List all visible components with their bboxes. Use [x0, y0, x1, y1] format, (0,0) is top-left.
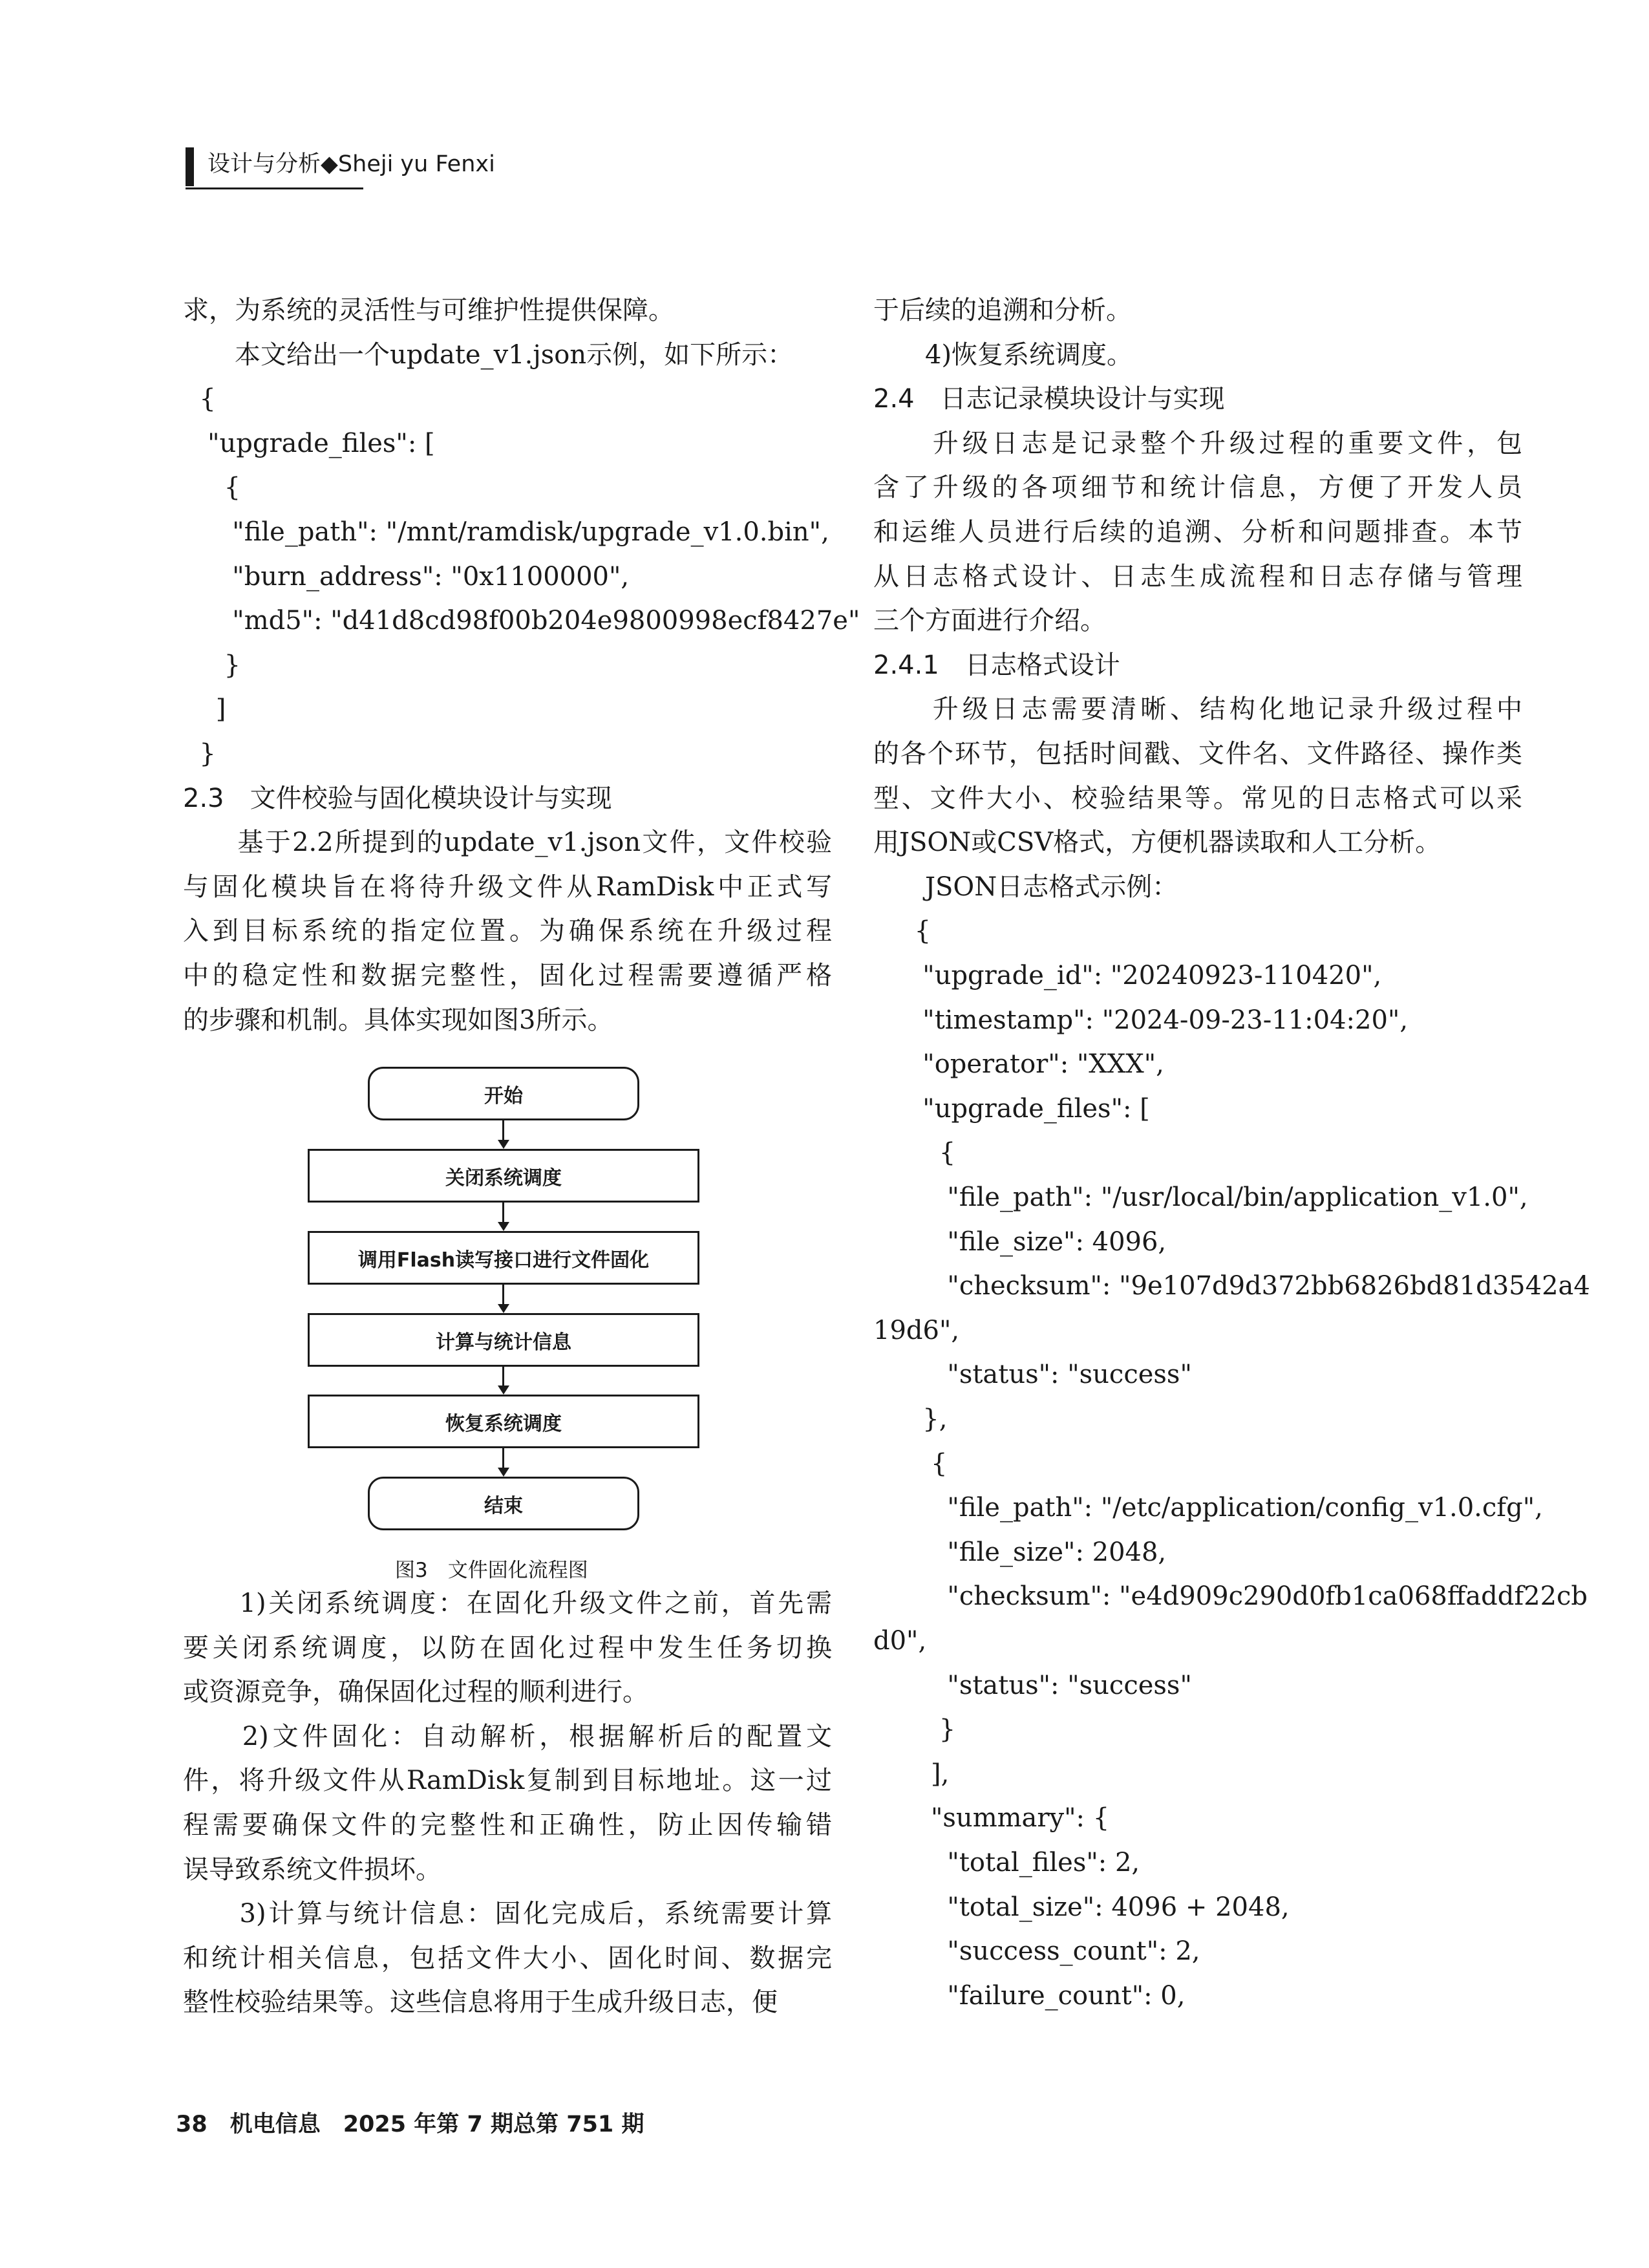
flow-step-1: 关闭系统调度 [308, 1149, 699, 1203]
code-line: "file_size": 2048, [873, 1537, 1167, 1567]
body-line: 整性校验结果等。这些信息将用于生成升级日志，便 [183, 1987, 778, 2018]
code-line: "checksum": "9e107d9d372bb6826bd81d3542a4 [873, 1271, 1590, 1301]
code-line: "file_path": "/mnt/ramdisk/upgrade_v1.0.bin", [183, 517, 829, 547]
code-line: "failure_count": 0, [873, 1980, 1186, 2011]
body-line: 三个方面进行介绍。 [873, 606, 1106, 636]
body-line: 型、文件大小、校验结果等。常见的日志格式可以采 [873, 783, 1522, 813]
flowchart-figure [183, 1067, 832, 1584]
body-line: 升级日志是记录整个升级过程的重要文件，包 [873, 428, 1522, 458]
body-line: 的步骤和机制。具体实现如图3所示。 [183, 1005, 613, 1035]
header-title: 设计与分析◆Sheji yu Fenxi [207, 151, 495, 177]
body-line: 或资源竞争，确保固化过程的顺利进行。 [183, 1677, 648, 1707]
header-bar [186, 147, 194, 186]
page-footer: 38 机电信息 2025 年第 7 期总第 751 期 [176, 2112, 644, 2137]
code-line: "status": "success" [873, 1360, 1192, 1390]
code-line: "upgrade_files": [ [183, 428, 435, 458]
flow-connector [502, 1120, 504, 1141]
body-line: 用JSON或CSV格式，方便机器读取和人工分析。 [873, 828, 1442, 858]
code-line: "burn_address": "0x1100000", [183, 561, 630, 592]
code-line: { [873, 1448, 948, 1479]
code-line: ] [183, 694, 226, 725]
code-line: } [183, 739, 216, 769]
code-line: "summary": { [873, 1803, 1110, 1834]
code-line: } [183, 650, 241, 680]
flow-step-2: 调用Flash读写接口进行文件固化 [308, 1231, 699, 1285]
running-header [186, 144, 495, 189]
code-line: ], [873, 1759, 950, 1789]
code-line: "total_size": 4096 + 2048, [873, 1892, 1290, 1922]
body-line: 求，为系统的灵活性与可维护性提供保障。 [183, 295, 674, 325]
flow-connector [502, 1285, 504, 1305]
code-line: }, [873, 1404, 948, 1434]
body-line: 含了升级的各项细节和统计信息，方便了开发人员 [873, 473, 1522, 503]
code-line: { [183, 473, 241, 503]
body-line: 于后续的追溯和分析。 [873, 295, 1132, 325]
body-line: 本文给出一个update_v1.json示例，如下所示： [183, 339, 794, 370]
code-line: { [873, 1138, 956, 1168]
section-heading: 2.3 文件校验与固化模块设计与实现 [183, 783, 612, 813]
code-line: { [873, 916, 931, 947]
code-line: "checksum": "e4d909c290d0fb1ca068ffaddf22cb [873, 1581, 1588, 1612]
body-line: 的各个环节，包括时间戳、文件名、文件路径、操作类 [873, 739, 1522, 769]
code-line: "md5": "d41d8cd98f00b204e9800998ecf8427e" [183, 606, 860, 636]
body-line: 中的稳定性和数据完整性，固化过程需要遵循严格 [183, 961, 832, 990]
code-line: "file_size": 4096, [873, 1226, 1167, 1257]
flow-step-4: 恢复系统调度 [308, 1395, 699, 1448]
body-line: 误导致系统文件损坏。 [183, 1854, 442, 1885]
section-heading: 2.4.1 日志格式设计 [873, 650, 1120, 680]
body-line: 基于2.2所提到的update_v1.json文件，文件校验 [183, 828, 832, 858]
code-line: "total_files": 2, [873, 1848, 1140, 1878]
body-line: 要关闭系统调度，以防在固化过程中发生任务切换 [183, 1632, 832, 1663]
body-line: 和运维人员进行后续的追溯、分析和问题排查。本节 [873, 517, 1522, 547]
flow-connector [502, 1448, 504, 1469]
code-line: "success_count": 2, [873, 1936, 1200, 1967]
code-line: } [873, 1715, 956, 1745]
code-line: "status": "success" [873, 1670, 1192, 1700]
flow-start: 开始 [368, 1067, 639, 1120]
flow-end: 结束 [368, 1477, 639, 1530]
flow-arrow-icon [498, 1222, 509, 1231]
code-line: "operator": "XXX", [873, 1049, 1164, 1080]
flow-arrow-icon [498, 1385, 509, 1395]
body-line: 入到目标系统的指定位置。为确保系统在升级过程 [183, 916, 832, 947]
code-line: "file_path": "/etc/application/config_v1.0.cfg", [873, 1493, 1543, 1523]
body-line: JSON日志格式示例： [873, 872, 1178, 902]
code-line: "timestamp": "2024-09-23-11:04:20", [873, 1005, 1409, 1035]
body-line: 2)文件固化：自动解析，根据解析后的配置文 [183, 1721, 832, 1751]
code-line: "upgrade_files": [ [873, 1093, 1150, 1124]
body-line: 和统计相关信息，包括文件大小、固化时间、数据完 [183, 1943, 832, 1973]
code-line: "file_path": "/usr/local/bin/application_v1.0", [873, 1182, 1528, 1212]
body-line: 件，将升级文件从RamDisk复制到目标地址。这一过 [183, 1766, 832, 1796]
body-line: 升级日志需要清晰、结构化地记录升级过程中 [873, 694, 1522, 725]
body-line: d0", [873, 1626, 927, 1656]
section-heading: 2.4 日志记录模块设计与实现 [873, 384, 1225, 414]
flow-step-3: 计算与统计信息 [308, 1313, 699, 1367]
header-rule [186, 187, 363, 189]
body-line: 19d6", [873, 1315, 960, 1345]
flow-arrow-icon [498, 1304, 509, 1313]
body-line: 程需要确保文件的完整性和正确性，防止因传输错 [183, 1810, 832, 1840]
body-line: 1)关闭系统调度：在固化升级文件之前，首先需 [183, 1589, 832, 1618]
body-line: 3)计算与统计信息：固化完成后，系统需要计算 [183, 1899, 832, 1929]
body-line: 4)恢复系统调度。 [873, 339, 1133, 370]
flow-arrow-icon [498, 1468, 509, 1477]
code-line: { [183, 384, 216, 414]
code-line: "upgrade_id": "20240923-110420", [873, 961, 1382, 990]
flow-connector [502, 1367, 504, 1387]
body-line: 与固化模块旨在将待升级文件从RamDisk中正式写 [183, 872, 832, 902]
figure-caption: 图3 文件固化流程图 [395, 1559, 588, 1582]
flow-arrow-icon [498, 1140, 509, 1149]
body-line: 从日志格式设计、日志生成流程和日志存储与管理 [873, 561, 1522, 592]
flow-connector [502, 1203, 504, 1223]
